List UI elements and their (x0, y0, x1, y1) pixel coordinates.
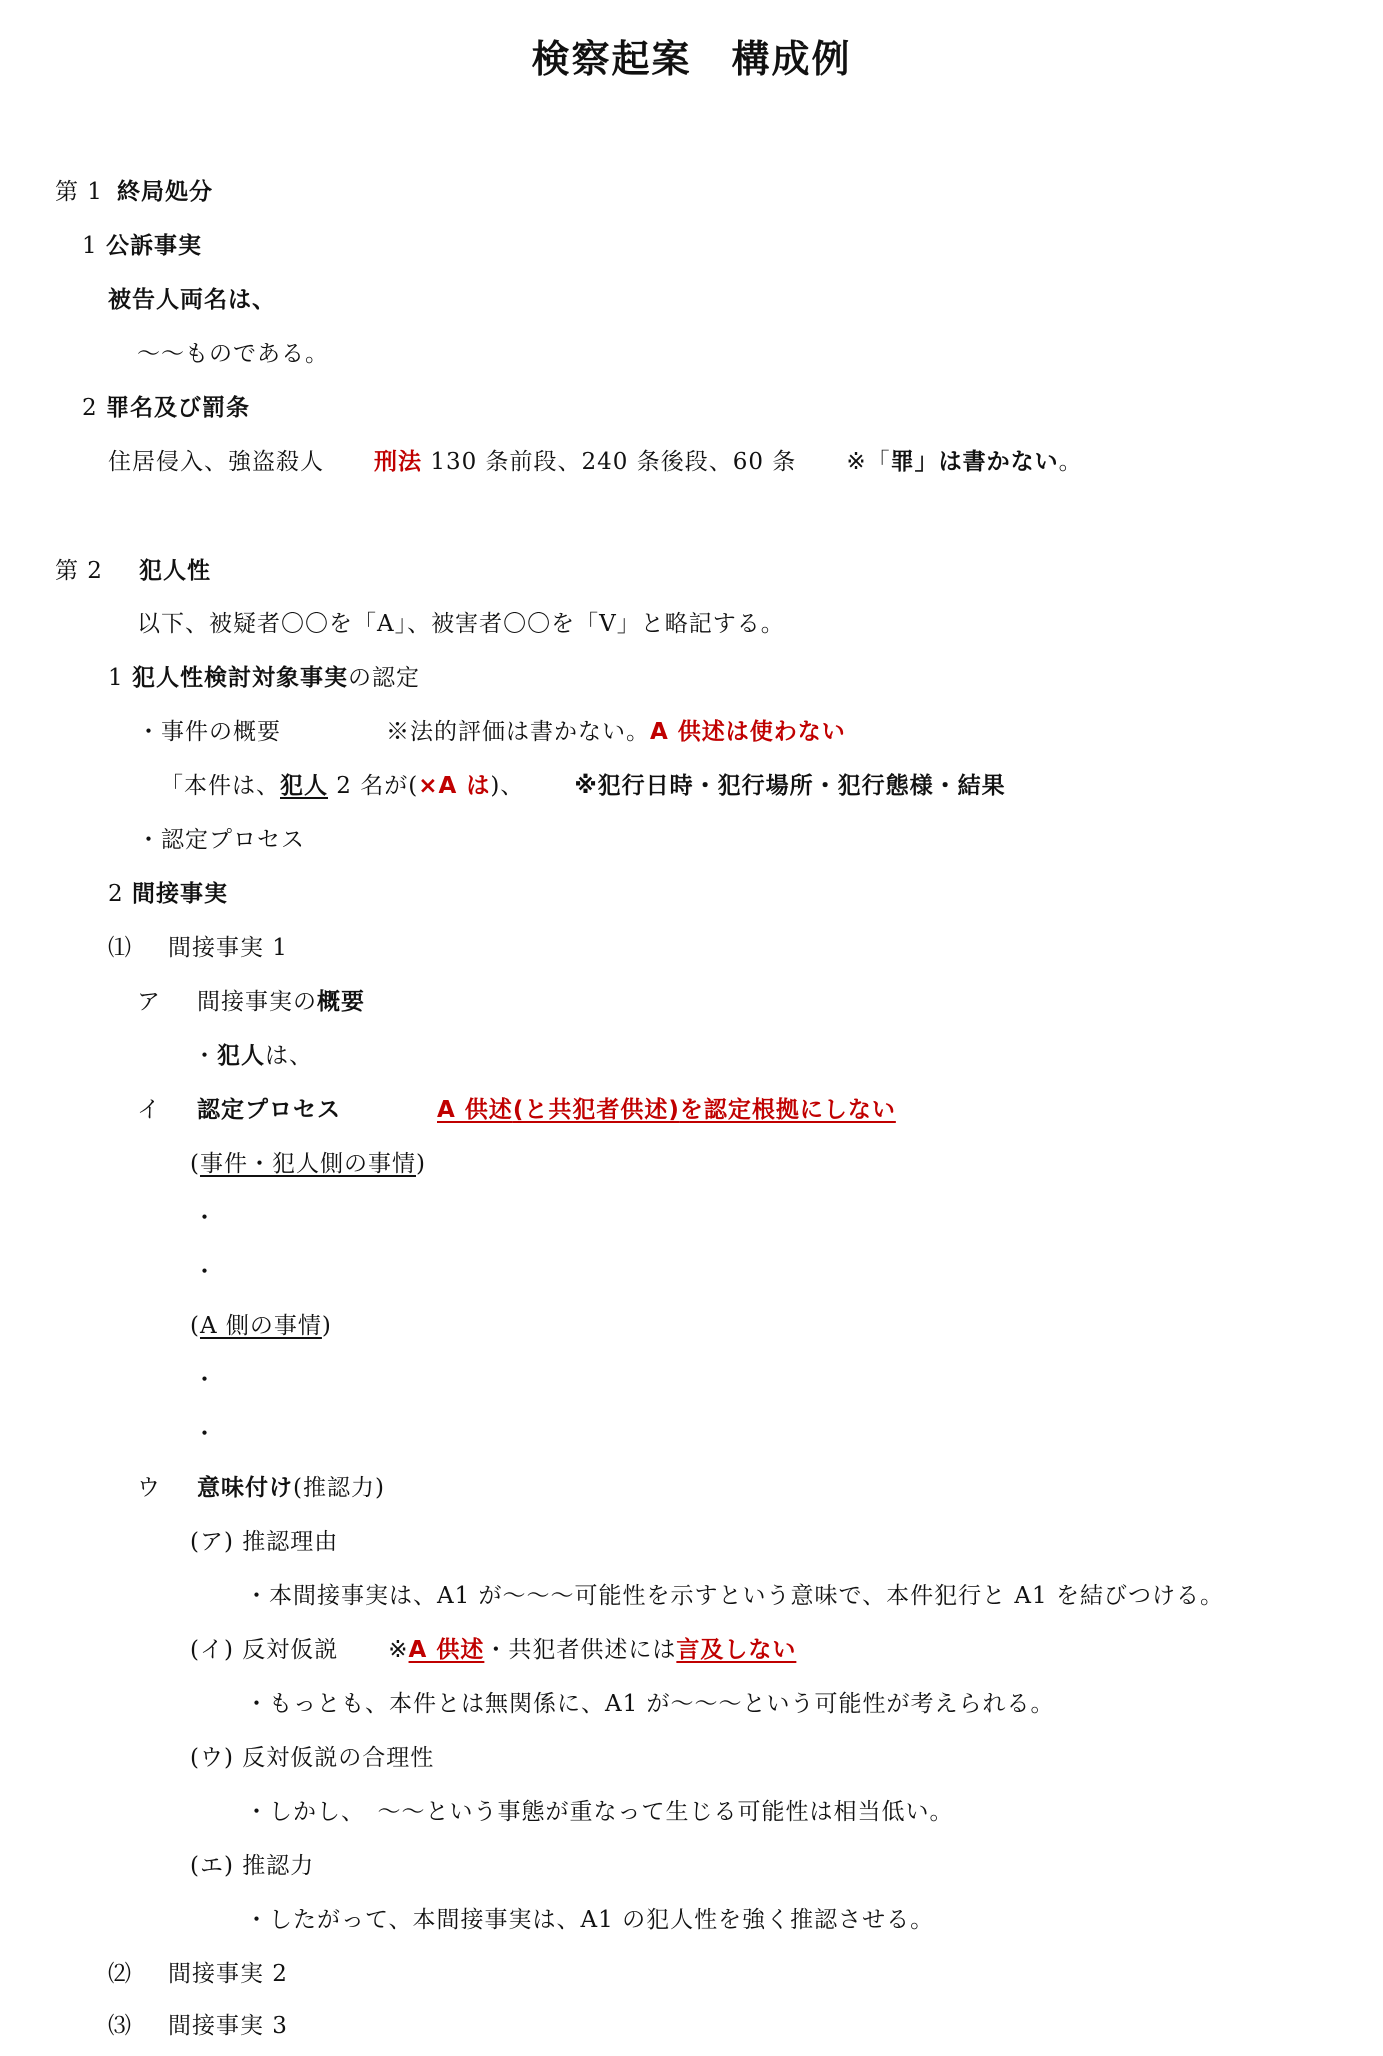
inference-reason-heading: (ア) 推認理由 (190, 1529, 339, 1555)
item-title-suffix: の認定 (347, 665, 420, 691)
item-indictment (82, 230, 202, 262)
inference-reason-text: ・本間接事実は、A1 が〜〜〜可能性を示すという意味で、本件犯行と A1 を結びつける。 (245, 1583, 1224, 1609)
subitem-marker: イ (137, 1097, 161, 1123)
overview-note: ※法的評価は書かない。 (386, 719, 650, 745)
section-title: 終局処分 (116, 179, 213, 205)
subitem-label: 認定プロセス (197, 1097, 341, 1123)
section-title: 犯人性 (138, 558, 211, 584)
subitem-label: 間接事実の (197, 989, 317, 1015)
item-number: 1 (82, 233, 98, 259)
inference-power-heading: (エ) 推認力 (190, 1853, 315, 1879)
case-summary-line (160, 770, 1006, 802)
subitem-u (137, 1472, 385, 1504)
paren-open: ( (190, 1313, 200, 1339)
indirect-fact-title: 間接事実 1 (168, 935, 288, 961)
warning-a-statement: A 供述 (408, 1637, 485, 1663)
item-number: 2 (108, 881, 124, 907)
indirect-fact-title: 間接事実 3 (168, 2013, 288, 2039)
crime-names: 住居侵入、強盗殺人 (108, 449, 324, 475)
defendants-line: 被告人両名は、 (108, 287, 276, 313)
warning-basis: を認定根拠にしない (679, 1097, 896, 1123)
counter-hypothesis-text: ・もっとも、本件とは無関係に、A1 が〜〜〜という可能性が考えられる。 (245, 1691, 1055, 1717)
paren-number: ⑶ (108, 2013, 132, 2039)
case-side-heading (190, 1148, 426, 1180)
case-culprit: 犯人 (280, 773, 328, 799)
subitem-i (137, 1094, 896, 1126)
item-indirect-facts (108, 878, 228, 910)
section-number: 第 2 (55, 558, 103, 584)
indirect-fact-3 (108, 2010, 288, 2042)
subitem-marker: ア (137, 989, 161, 1015)
item-title: 間接事実 (131, 881, 228, 907)
counter-hypothesis-label: (イ) 反対仮説 (190, 1637, 339, 1663)
paren-number: ⑵ (108, 1961, 132, 1987)
warning-a-statement: A 供述 (437, 1097, 513, 1123)
case-overview-label: ・事件の概要 (137, 719, 281, 745)
subitem-label: 意味付け (197, 1475, 293, 1501)
rationality-heading: (ウ) 反対仮説の合理性 (190, 1745, 435, 1771)
subitem-marker: ウ (137, 1475, 161, 1501)
case-overview-line (137, 716, 846, 748)
subitem-a (137, 986, 365, 1018)
page-title: 検察起案 構成例 (531, 37, 852, 81)
paren-close: ) (415, 1151, 426, 1177)
item-number: 1 (108, 665, 124, 691)
list-item: ・ (193, 1421, 217, 1447)
inference-power-text: ・したがって、本間接事実は、A1 の犯人性を強く推認させる。 (245, 1907, 935, 1933)
item-number: 2 (82, 395, 98, 421)
item-title: 犯人性検討対象事実 (131, 665, 348, 691)
case-mid: 2 名が( (328, 773, 419, 799)
note-mid: ・共犯者供述には (484, 1637, 677, 1663)
case-side-label: 事件・犯人側の事情 (199, 1151, 416, 1177)
paren-close: ) (321, 1313, 332, 1339)
list-item: ・ (193, 1367, 217, 1393)
a-side-heading (190, 1310, 332, 1342)
culprit-rest: は、 (265, 1043, 313, 1069)
indirect-fact-title: 間接事実 2 (168, 1961, 288, 1987)
note-suffix: 。 (1058, 449, 1083, 475)
item-title: 公訴事実 (105, 233, 202, 259)
list-item: ・ (193, 1259, 217, 1285)
culprit-label: 犯人 (217, 1043, 265, 1069)
section-2-heading (55, 555, 211, 587)
paren-number: ⑴ (108, 935, 132, 961)
list-item: ・ (193, 1205, 217, 1231)
item-title: 罪名及び罰条 (105, 395, 250, 421)
warning-no-mention: 言及しない (676, 1637, 797, 1663)
section-number: 第 1 (55, 179, 103, 205)
abbreviation-line: 以下、被疑者〇〇を「A」、被害者〇〇を「V」と略記する。 (137, 611, 785, 637)
fact-body: 〜〜ものである。 (137, 341, 329, 367)
item-target-fact (108, 662, 420, 694)
case-note: ※犯行日時・犯行場所・犯行態様・結果 (574, 773, 1006, 799)
charges-line (108, 446, 1083, 478)
article-list: 130 条前段、240 条後段、60 条 (430, 449, 797, 475)
note-text: 罪」は書かない (890, 449, 1059, 475)
note-prefix: ※「 (846, 449, 891, 475)
overview-warning: A 供述は使わない (650, 719, 846, 745)
rationality-text: ・しかし、 〜〜という事態が重なって生じる可能性は相当低い。 (245, 1799, 954, 1825)
subitem-label-bold: 概要 (317, 989, 365, 1015)
warning-accomplice: (と共犯者供述) (512, 1097, 680, 1123)
indirect-fact-2 (108, 1958, 288, 1990)
case-close: )、 (490, 773, 525, 799)
case-warning: ×A は (418, 773, 491, 799)
section-1-heading (55, 176, 213, 208)
item-charges (82, 392, 250, 424)
culprit-line (193, 1040, 313, 1072)
penal-code-label: 刑法 (374, 449, 422, 475)
process-label: ・認定プロセス (137, 827, 305, 853)
case-open: 「本件は、 (160, 773, 280, 799)
paren-open: ( (190, 1151, 200, 1177)
a-side-label: A 側の事情 (199, 1313, 322, 1339)
indirect-fact-1 (108, 932, 288, 964)
counter-hypothesis-heading (190, 1634, 796, 1666)
note-mark: ※ (388, 1637, 409, 1663)
bullet: ・ (193, 1043, 217, 1069)
subitem-label-suffix: (推認力) (293, 1475, 385, 1501)
